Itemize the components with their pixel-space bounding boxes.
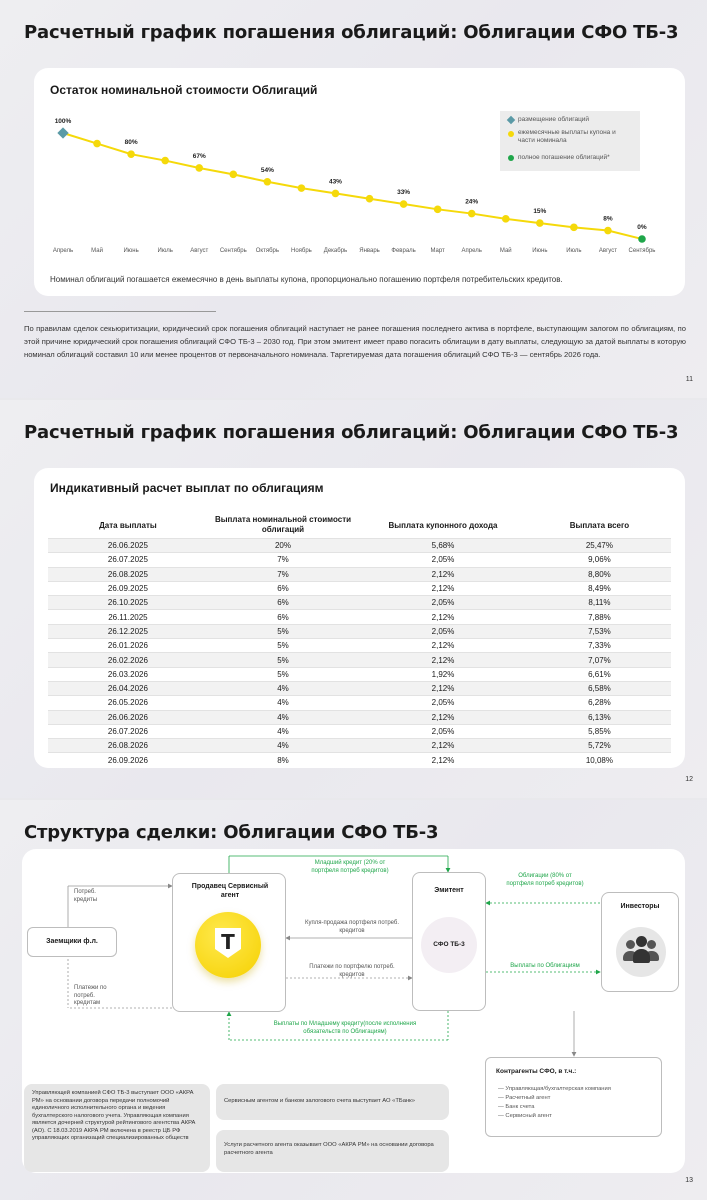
- table-row: [48, 567, 671, 581]
- cell-coupon: 1,92%: [358, 667, 528, 681]
- cell-nominal: 8%: [208, 753, 358, 767]
- cell-coupon: 2,12%: [358, 639, 528, 653]
- cell-date: 26.07.2026: [48, 724, 208, 738]
- cell-date: 26.08.2026: [48, 739, 208, 753]
- cell-date: 26.08.2025: [48, 567, 208, 581]
- cell-date: 26.12.2025: [48, 624, 208, 638]
- counterparty-item: — Расчетный агент: [498, 1095, 551, 1101]
- cell-total: 6,13%: [528, 710, 671, 724]
- counterparty-item: — Сервисный агент: [498, 1113, 552, 1119]
- x-tick-label: Ноябрь: [290, 248, 312, 254]
- cell-total: 7,53%: [528, 624, 671, 638]
- table-row: [48, 653, 671, 667]
- data-point: [502, 215, 510, 223]
- cell-total: 6,28%: [528, 696, 671, 710]
- data-point: [195, 164, 203, 172]
- x-tick-label: Апрель: [52, 248, 74, 254]
- cell-date: 26.02.2026: [48, 653, 208, 667]
- cell-total: 5,85%: [528, 724, 671, 738]
- x-tick-label: Сентябрь: [628, 248, 656, 254]
- cell-date: 26.09.2026: [48, 753, 208, 767]
- chart-legend: [500, 111, 640, 171]
- cell-date: 26.10.2025: [48, 596, 208, 610]
- data-label: 24%: [465, 198, 479, 206]
- counterparty-item: — Управляющая/бухгалтерская компания: [498, 1086, 611, 1092]
- col-header-total: Выплата всего: [569, 520, 630, 530]
- legend-item-final: полное погашение облигаций*: [518, 154, 610, 162]
- legend-item-start: размещение облигаций: [518, 116, 589, 124]
- cell-nominal: 5%: [208, 667, 358, 681]
- cell-nominal: 7%: [208, 553, 358, 567]
- green-dot-icon: [508, 155, 514, 161]
- cell-total: 25,47%: [528, 539, 671, 553]
- cell-nominal: 4%: [208, 724, 358, 738]
- col-header-nominal: Выплата номинальной стоимости облигаций: [214, 515, 352, 534]
- chart-title: Остаток номинальной стоимости Облигаций: [50, 83, 318, 97]
- cell-total: 8,80%: [528, 567, 671, 581]
- table-row: [48, 639, 671, 653]
- cell-coupon: 2,12%: [358, 581, 528, 595]
- data-point: [434, 206, 442, 214]
- cell-total: 6,58%: [528, 681, 671, 695]
- data-point: [264, 178, 272, 186]
- data-point: [366, 195, 374, 203]
- issuer-box: Эмитент СФО ТБ-3: [412, 872, 486, 1011]
- label-loans: Потреб. кредиты: [74, 889, 98, 903]
- issuer-circle: СФО ТБ-3: [421, 917, 477, 973]
- x-tick-label: Май: [91, 248, 103, 254]
- cell-total: 9,06%: [528, 553, 671, 567]
- footnote-paragraph: По правилам сделок секьюритизации, юридический срок погашения облигаций наступает не ранее погашения последнего актива в портфеле, выступающим залогом по облигациям, по этой причине юридический срок погашения облигаций СФО ТБ-3 – 2030 год. При этом эмитент имеет право погасить облигации в дату выплаты, следующую за датой выплаты в которую номинал облигаций составил 10 или менее процентов от первоначального номинала. Таргетируемая дата погашения облигаций СФО ТБ-3 — сентябрь 2026 года.: [24, 324, 686, 359]
- table-row: [48, 724, 671, 738]
- cell-coupon: 2,12%: [358, 653, 528, 667]
- cell-nominal: 5%: [208, 624, 358, 638]
- data-point: [536, 219, 544, 227]
- page-number: 11: [685, 376, 693, 383]
- cell-date: 26.03.2026: [48, 667, 208, 681]
- cell-nominal: 4%: [208, 739, 358, 753]
- chart-note: Номинал облигаций погашается ежемесячно в день выплаты купона, пропорционально погашению портфеля потребительских кредитов.: [50, 275, 563, 284]
- data-label: 100%: [54, 118, 72, 125]
- cell-total: 10,08%: [528, 753, 671, 767]
- table-row: [48, 667, 671, 681]
- slide-title: Расчетный график погашения облигаций: Облигации СФО ТБ-3: [24, 22, 679, 43]
- data-point: [332, 190, 340, 198]
- cell-total: 8,49%: [528, 581, 671, 595]
- x-tick-label: Сентябрь: [219, 248, 247, 254]
- cell-total: 7,33%: [528, 639, 671, 653]
- data-point: [93, 140, 101, 148]
- cell-nominal: 7%: [208, 567, 358, 581]
- cell-date: 26.06.2025: [48, 539, 208, 553]
- cell-nominal: 20%: [208, 539, 358, 553]
- data-label: 0%: [637, 224, 647, 231]
- data-point: [298, 184, 306, 192]
- slide-repayment-chart: [0, 0, 707, 398]
- label-bond-payments: Выплаты по Облигациям: [510, 963, 580, 969]
- page-number: 12: [685, 776, 693, 783]
- cell-nominal: 6%: [208, 581, 358, 595]
- cell-coupon: 2,05%: [358, 553, 528, 567]
- x-tick-label: Август: [598, 248, 617, 254]
- data-point: [570, 224, 578, 232]
- cell-coupon: 2,12%: [358, 739, 528, 753]
- cell-coupon: 5,68%: [358, 539, 528, 553]
- x-tick-label: Декабрь: [323, 248, 348, 254]
- cell-date: 26.06.2026: [48, 710, 208, 724]
- col-header-coupon: Выплата купонного дохода: [388, 520, 498, 530]
- table-row: [48, 624, 671, 638]
- col-header-date: Дата выплаты: [99, 520, 157, 530]
- note-calculation-agent: Услуги расчетного агента оказывает ООО «АКРА РМ» на основании договора расчетного агента: [216, 1130, 449, 1172]
- counterparties-box: Контрагенты СФО, в т.ч.: — Управляющая/бухгалтерская компания — Расчетный агент — Банк счета — Сервисный агент: [485, 1057, 662, 1137]
- seller-box: Продавец Сервисный агент Т: [172, 873, 286, 1012]
- label-junior-credit: Младший кредит (20% от портфеля потреб кредитов): [311, 860, 389, 874]
- data-point: [229, 171, 237, 179]
- x-tick-label: Октябрь: [255, 248, 279, 254]
- cell-date: 26.04.2026: [48, 681, 208, 695]
- cell-coupon: 2,12%: [358, 610, 528, 624]
- x-tick-label: Июнь: [123, 248, 139, 254]
- point-final: [638, 235, 646, 243]
- yellow-dot-icon: [508, 131, 514, 137]
- cell-total: 7,88%: [528, 610, 671, 624]
- cell-nominal: 6%: [208, 610, 358, 624]
- cell-date: 26.11.2025: [48, 610, 208, 624]
- slide-title: Структура сделки: Облигации СФО ТБ-3: [24, 822, 439, 843]
- cell-coupon: 2,12%: [358, 753, 528, 767]
- data-label: 67%: [192, 152, 206, 160]
- borrowers-box: Заемщики ф.л.: [27, 927, 117, 957]
- label-junior-payments: Выплаты по Младшему кредиту(после исполнения обязательств по Облигациям): [273, 1021, 417, 1035]
- x-tick-label: Июль: [566, 248, 582, 254]
- legend-item-monthly: ежемесячные выплаты купона и части номинала: [518, 129, 633, 145]
- cell-nominal: 4%: [208, 710, 358, 724]
- cell-nominal: 4%: [208, 696, 358, 710]
- data-label: 43%: [328, 178, 342, 186]
- data-label: 80%: [124, 139, 138, 147]
- x-tick-label: Январь: [359, 248, 380, 254]
- investors-group-icon: [616, 927, 666, 977]
- cell-total: 5,72%: [528, 739, 671, 753]
- data-label: 15%: [533, 208, 547, 216]
- note-service-agent: Сервисным агентом и банком залогового счета выступает АО «ТБанк»: [216, 1084, 449, 1120]
- label-sale: Купля-продажа портфеля потреб. кредитов: [304, 920, 400, 934]
- data-point: [468, 210, 476, 218]
- label-bonds: Облигации (80% от портфеля потреб кредитов): [506, 873, 584, 887]
- data-point: [400, 200, 408, 208]
- table-row: [48, 739, 671, 753]
- table-row: [48, 681, 671, 695]
- page-number: 13: [685, 1177, 693, 1184]
- cell-date: 26.05.2026: [48, 696, 208, 710]
- x-tick-label: Апрель: [461, 248, 482, 254]
- x-tick-label: Май: [499, 248, 512, 254]
- cell-coupon: 2,05%: [358, 696, 528, 710]
- cell-nominal: 5%: [208, 639, 358, 653]
- cell-total: 8,11%: [528, 596, 671, 610]
- cell-date: 26.01.2026: [48, 639, 208, 653]
- data-label: 54%: [260, 166, 274, 174]
- table-title: Индикативный расчет выплат по облигациям: [50, 481, 324, 495]
- cell-coupon: 2,12%: [358, 567, 528, 581]
- cell-nominal: 5%: [208, 653, 358, 667]
- table-row: [48, 710, 671, 724]
- data-point: [127, 150, 135, 158]
- table-row: [48, 553, 671, 567]
- cell-total: 6,61%: [528, 667, 671, 681]
- label-portfolio-payments: Платежи по портфелю потреб. кредитов: [309, 964, 395, 978]
- tbank-logo: Т: [195, 912, 261, 978]
- table-row: [48, 581, 671, 595]
- cell-total: 7,07%: [528, 653, 671, 667]
- data-point: [161, 157, 169, 165]
- table-row: [48, 539, 671, 553]
- data-label: 8%: [603, 215, 613, 223]
- x-tick-label: Февраль: [391, 248, 416, 254]
- counterparties-list: [498, 1085, 611, 1121]
- investors-box: Инвесторы: [601, 892, 679, 992]
- x-tick-label: Июнь: [532, 248, 548, 254]
- cell-nominal: 6%: [208, 596, 358, 610]
- cell-coupon: 2,12%: [358, 710, 528, 724]
- x-tick-label: Август: [190, 248, 209, 254]
- data-point: [604, 227, 612, 235]
- note-management-company: Управляющей компанией СФО ТБ-3 выступает ООО «АКРА РМ» на основании договора передачи полномочий единоличного исполнительного органа и ведения бухгалтерского налогового учета. Управляющая компания является дочерней структурой рейтингового агентства АКРА (АО). С 18.03.2019 АКРА РМ включена в реестр ЦБ РФ управляющих организаций специализированных обществ: [24, 1084, 210, 1172]
- slide-title: Расчетный график погашения облигаций: Облигации СФО ТБ-3: [24, 422, 679, 443]
- slide-deal-structure: [0, 800, 707, 1200]
- diamond-marker-icon: [507, 116, 515, 124]
- cell-date: 26.07.2025: [48, 553, 208, 567]
- table-row: [48, 753, 671, 767]
- cell-nominal: 4%: [208, 681, 358, 695]
- table-row: [48, 696, 671, 710]
- x-tick-label: Июль: [157, 248, 173, 254]
- footnote-divider: [24, 311, 216, 312]
- cell-coupon: 2,05%: [358, 596, 528, 610]
- x-tick-label: Март: [430, 248, 445, 254]
- point-start: [57, 127, 68, 138]
- cell-date: 26.09.2025: [48, 581, 208, 595]
- data-label: 33%: [397, 189, 411, 197]
- table-row: [48, 610, 671, 624]
- label-payments: Платежи по потреб. кредитам: [74, 985, 107, 1006]
- cell-coupon: 2,12%: [358, 681, 528, 695]
- table-row: [48, 596, 671, 610]
- counterparty-item: — Банк счета: [498, 1104, 535, 1110]
- payments-table: [48, 512, 671, 767]
- cell-coupon: 2,05%: [358, 724, 528, 738]
- cell-coupon: 2,05%: [358, 624, 528, 638]
